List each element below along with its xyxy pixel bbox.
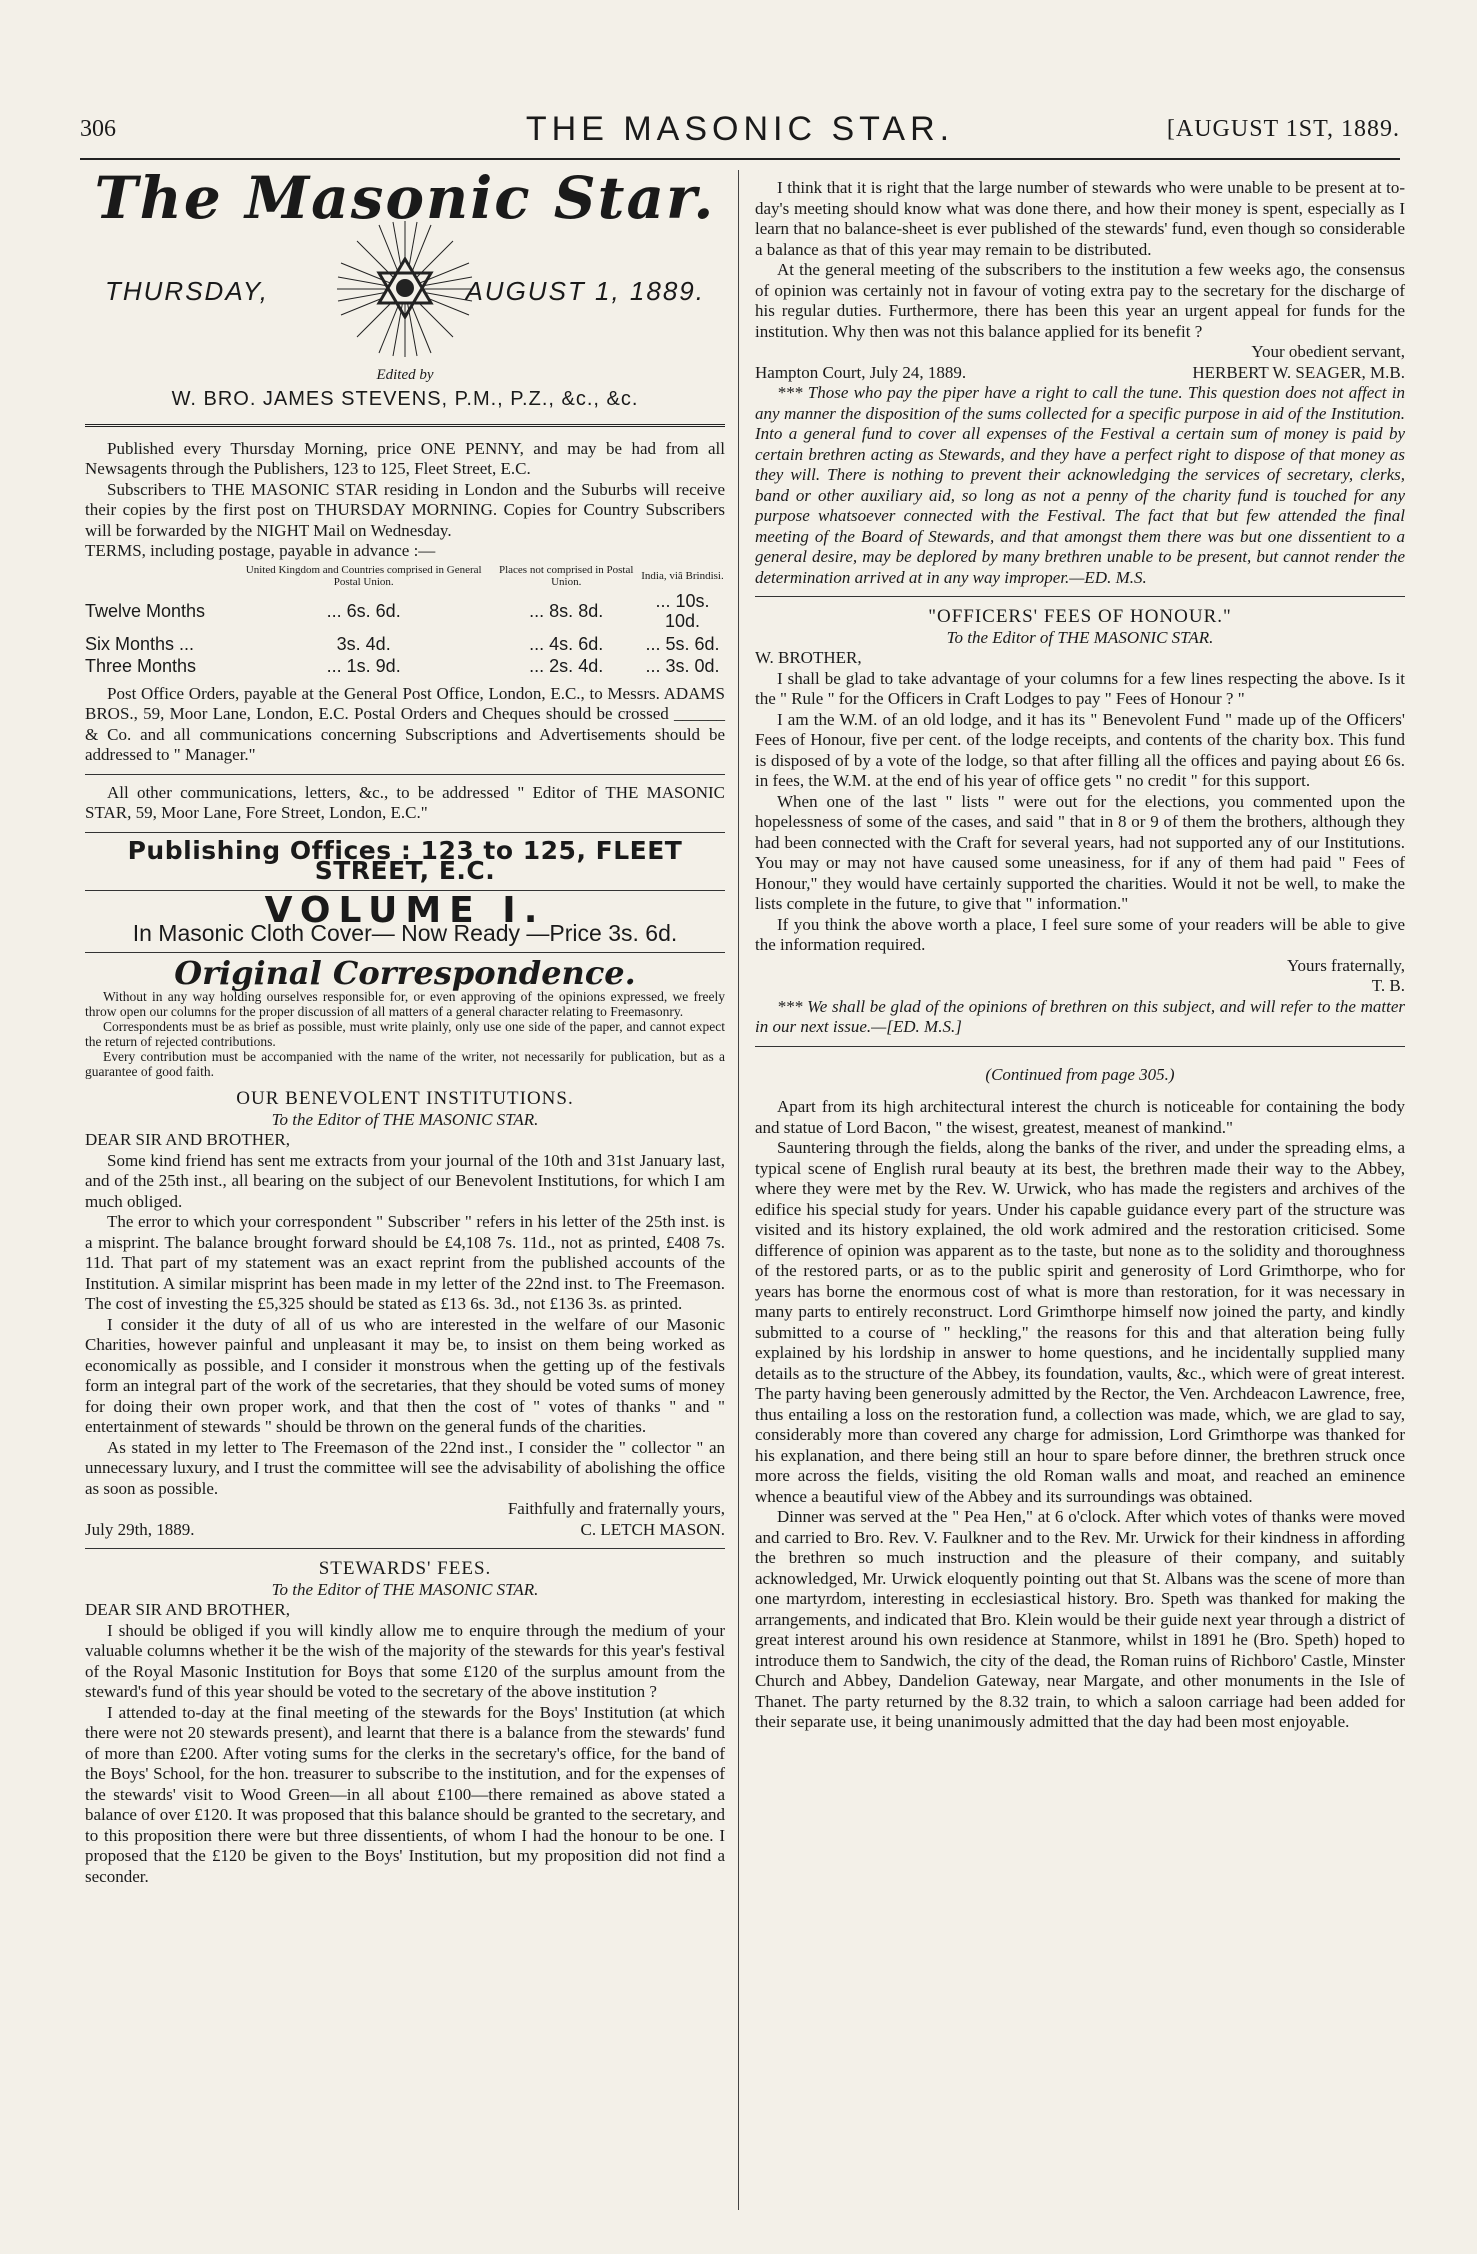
- publishing-offices: Publishing Offices : 123 to 125, FLEET STREET, E.C.: [127, 835, 683, 885]
- header-rule: [80, 158, 1400, 160]
- divider: [755, 1046, 1405, 1047]
- right-column: [755, 178, 1405, 1733]
- continued-label: (Continued from page 305.): [985, 1064, 1175, 1084]
- divider: [85, 832, 725, 833]
- editor-note: *** Those who pay the piper have a right to call the tune. This question does not affect in any manner the disposition of the sums collected for a specific purpose in aid of the Institution. Into a general fund to cover all expenses of the Festival a certain sum of money is paid by certain brethren acting as Stewards, and they have a perfect right to dispose of that money as they will. There is nothing to prevent their acknowledging the services of secretary, clerks, band or other auxiliary aid, so long as not a penny of the charity fund is touched for any purpose whatsoever connected with the Festival. The fact that but few attended the final meeting of the Board of Stewards, and that amongst them there was but one dissentient to a general desire, may be deplored by many brethren unable to be present, but cannot render the determination arrived at in any way improper.—ED. M.S.: [755, 383, 1405, 587]
- paragraph: I am the W.M. of an old lodge, and it has its " Benevolent Fund " made up of the Officers' Fees of Honour, five per cent. of the lodge receipts, and contents of the charity box. This fund is disposed of by a vote of the lodge, so that after filling all the offices and paying about £6 6s. in fees, the W.M. at the end of his year of office gets " no credit " for this support.: [755, 709, 1405, 790]
- editor-name: W. BRO. JAMES STEVENS, P.M., P.Z., &c., &c.: [171, 388, 639, 410]
- closing: Your obedient servant,: [1251, 342, 1405, 361]
- divider: [85, 1548, 725, 1549]
- post-office-info: Post Office Orders, payable at the General Post Office, London, E.C., to Messrs. ADAMS BROS., 59, Moor Lane, London, E.C. Postal Orders and Cheques should be crossed ______ & Co. and all communications concerning Subscriptions and Advertisements should be addressed to " Manager.": [85, 683, 725, 764]
- paragraph: Apart from its high architectural interest the church is noticeable for containing the body and statue of Lord Bacon, " the wisest, greatest, meanest of mankind.": [755, 1097, 1405, 1137]
- terms-header: India, viâ Brindisi.: [641, 569, 724, 582]
- paragraph: Some kind friend has sent me extracts from your journal of the 10th and 31st January last, and of the 25th inst., all bearing on the subject of our Benevolent Institutions, for which I am much obliged.: [85, 1150, 725, 1211]
- letter-place-date: Hampton Court, July 24, 1889.: [755, 362, 967, 382]
- addressee: To the Editor of THE MASONIC STAR.: [271, 1109, 539, 1129]
- signoff: [755, 363, 1405, 384]
- signature: T. B.: [1371, 976, 1405, 995]
- edited-by: Edited by: [376, 366, 434, 383]
- volume-price: In Masonic Cloth Cover— Now Ready —Price 3s. 6d.: [132, 920, 678, 946]
- masthead-rule: [85, 424, 725, 427]
- page-number: 306: [80, 116, 116, 142]
- letter-date: July 29th, 1889.: [85, 1519, 195, 1539]
- terms-intro: TERMS, including postage, payable in advance :—: [85, 541, 436, 560]
- table-row: Twelve Months ... 6s. 6d. ... 8s. 8d. ... 10s. 10d.: [85, 590, 710, 631]
- article-title: STEWARDS' FEES.: [318, 1558, 492, 1579]
- divider: [85, 774, 725, 775]
- paragraph: When one of the last " lists " were out for the elections, you commented upon the hopelessness of some of the cases, and said " that in 8 or 9 of them the brothers, although they had been connected with the Craft for several years, had not supported any of our Institutions. You may or may not have caused some uneasiness, for if any of them had paid " Fees of Honour," they would have certainly supported the charities. Would it not be well, to make the lists complete in the future, to give that " information.": [755, 791, 1405, 913]
- divider: [85, 952, 725, 953]
- closing: Yours fraternally,: [1286, 955, 1405, 975]
- paragraph: I consider it the duty of all of us who are interested in the welfare of our Masonic Charities, however painful and unpleasant it may be, to insist on them being worked as economically as possible, and I consider it monstrous when the getting up of the festivals form an integral part of the work of the secretaries, that they should be voted sums of money for doing their own proper work, and that then the cost of " votes of thanks " and " entertainment of stewards " should be thrown on the general funds of the charities.: [85, 1314, 725, 1436]
- article-title: "OFFICERS' FEES OF HONOUR.": [928, 606, 1232, 627]
- subscriber-info: Subscribers to THE MASONIC STAR residing in London and the Suburbs will receive their copies by the first post on THURSDAY MORNING. Copies for Country Subscribers will be forwarded by the NIGHT Mail on Wednesday.: [85, 479, 725, 540]
- editor-address: All other communications, letters, &c., to be addressed " Editor of THE MASONIC STAR, 59, Moor Lane, Fore Street, London, E.C.": [85, 782, 725, 822]
- terms-header: United Kingdom and Countries comprised in General Postal Union.: [245, 563, 482, 588]
- paragraph: I should be obliged if you will kindly allow me to enquire through the medium of your valuable columns whether it be the wish of the majority of the stewards for this year's festival of the Royal Masonic Institution for Boys that some £120 of the surplus amount from the steward's fund of this year should be voted to the secretary of the above institution ?: [85, 1620, 725, 1701]
- addressee: To the Editor of THE MASONIC STAR.: [946, 627, 1214, 647]
- publishing-info: Published every Thursday Morning, price ONE PENNY, and may be had from all Newsagents through the Publishers, 123 to 125, Fleet Street, E.C.: [85, 438, 725, 478]
- page-header: [80, 110, 1400, 150]
- terms-header: Places not comprised in Postal Union.: [498, 563, 634, 588]
- terms-table: [85, 564, 725, 678]
- table-row: Six Months ... 3s. 4d. ... 4s. 6d. ... 5s. 6d.: [85, 633, 720, 654]
- masthead-date: AUGUST 1, 1889.: [465, 275, 705, 306]
- signature: HERBERT W. SEAGER, M.B.: [1192, 362, 1405, 382]
- salutation: DEAR SIR AND BROTHER,: [85, 1600, 290, 1619]
- header-date: [AUGUST 1ST, 1889.: [1166, 116, 1400, 142]
- masthead-emblem-row: [85, 219, 725, 379]
- volume-heading: VOLUME I.: [264, 889, 546, 931]
- divider: [755, 596, 1405, 597]
- salutation: DEAR SIR AND BROTHER,: [85, 1130, 290, 1149]
- signature: C. LETCH MASON.: [580, 1519, 725, 1539]
- terms-header: [85, 564, 235, 590]
- section-heading: Original Correspondence.: [174, 953, 636, 992]
- article-title: OUR BENEVOLENT INSTITUTIONS.: [236, 1088, 574, 1109]
- paragraph: At the general meeting of the subscribers to the institution a few weeks ago, the consensus of opinion was certainly not in favour of voting extra pay to the secretary for the discharge of his regular duties. Furthermore, there has been this year an urgent appeal for funds for the institution. Why then was not this balance applied for its benefit ?: [755, 260, 1405, 341]
- paragraph: I shall be glad to take advantage of your columns for a few lines respecting the above. Is it the " Rule " for the Officers in Craft Lodges to pay " Fees of Honour ? ": [755, 668, 1405, 708]
- salutation: W. BROTHER,: [755, 648, 862, 667]
- closing: Faithfully and fraternally yours,: [507, 1499, 725, 1518]
- correspondence-notice: Without in any way holding ourselves responsible for, or even approving of the opinions expressed, we freely throw open our columns for the proper discussion of all matters of a general character relating to Freemasonry. Correspondents must be as brief as possible, must write plainly, only use one side of the paper, and cannot expect the return of rejected contributions. Every contribution must be accompanied with the name of the writer, not necessarily for publication, but as a guarantee of good faith.: [85, 989, 725, 1079]
- paragraph: I attended to-day at the final meeting of the stewards for the Boys' Institution (at which there were not 20 stewards present), and learnt that there is a balance from the stewards' fund of more than £200. After voting sums for the clerks in the secretary's office, for the band of the Boys' School, for the hon. treasurer to subscribe to the institution, and for the expenses of the stewards' visit to Wood Green—in all about £100—there remained as above stated a balance of over £120. It was proposed that this balance should be granted to the secretary, and to this proposition there were but three dissentients, of whom I had the honour to be one. I proposed that the £120 be given to the Boys' Institution, but my proposition did not find a seconder.: [85, 1702, 725, 1886]
- addressee: To the Editor of THE MASONIC STAR.: [271, 1579, 539, 1599]
- paragraph: As stated in my letter to The Freemason of the 22nd inst., I consider the " collector " an unnecessary luxury, and I trust the committee will see the advisability of abolishing the office as soon as possible.: [85, 1437, 725, 1498]
- masonic-star-icon: [335, 219, 475, 359]
- table-row: Three Months ... 1s. 9d. ... 2s. 4d. ... 3s. 0d.: [85, 656, 720, 676]
- paragraph: I think that it is right that the large number of stewards who were unable to be present at to-day's meeting should know what was done there, and how their money is spent, especially as I learn that no balance-sheet is ever published of the stewards' fund, even though so considerable a balance as that of this year may remain to be distributed.: [755, 178, 1405, 259]
- masthead-name: The Masonic Star.: [94, 164, 716, 232]
- signoff: [85, 1520, 725, 1541]
- column-divider: [738, 170, 739, 2210]
- masthead-day: THURSDAY,: [105, 275, 269, 306]
- editor-note: *** We shall be glad of the opinions of brethren on this subject, and will refer to the matter in our next issue.—[ED. M.S.]: [755, 996, 1405, 1036]
- left-column: [85, 164, 725, 1887]
- paragraph: If you think the above worth a place, I feel sure some of your readers will be able to give the information required.: [755, 914, 1405, 954]
- paragraph: The error to which your correspondent " Subscriber " refers in his letter of the 25th inst. is a misprint. The balance brought forward should be £4,108 7s. 11d., not as printed, £408 7s. 11d. That part of my statement was an exact reprint from the published accounts of the Institution. A similar misprint has been made in my letter of the 22nd inst. to The Freemason. The cost of investing the £5,325 should be stated as £13 6s. 3d., not £136 3s. as printed.: [85, 1212, 725, 1313]
- paragraph: Sauntering through the fields, along the banks of the river, and under the spreading elms, a typical scene of English rural beauty at its best, the brethren made their way to the Abbey, where they were met by the Rev. W. Urwick, who has made the registers and archives of the edifice his special study for years. Under his capable guidance every part of the structure was visited and its history explained, the old work admired and the restoration criticised. Some difference of opinion was apparent as to the taste, but none as to the solidity and thoroughness of the restored parts, or as to the public spirit and generosity of Lord Grimthorpe, who for years has borne the enormous cost of what is more than restoration, for it was necessary in many parts to entirely reconstruct. Lord Grimthorpe himself now joined the party, and kindly submitted to a course of " heckling," the reasons for this and that alteration being fully explained by his lordship in answer to home questions, and he incidentally supplied many details as to the structure of the Abbey, its foundation, vaults, &c., which were of great interest. The party having been generously admitted by the Rector, the Ven. Archdeacon Lawrence, free, thus entailing a loss on the restoration fund, a collection was made, which, we are glad to say, considerably more than covered any charge for admission, Lord Grimthorpe was thanked for his explanation, and there being still an hour to spare before dinner, the brethren struck once more across the fields, visiting the old Roman walls and moat, and reached an eminence whence a beautiful view of the Abbey and its surroundings was obtained.: [755, 1138, 1405, 1506]
- paragraph: Dinner was served at the " Pea Hen," at 6 o'clock. After which votes of thanks were moved and carried to Bro. Rev. V. Faulkner and to the Rev. Mr. Urwick for their kindness in affording the brethren so much instruction and the pleasure of their company, and suitably acknowledged, Mr. Urwick eloquently pointing out that St. Albans was the scene of more than one martyrdom, interesting in ecclesiastical history. Bro. Speth was thanked for making the arrangements, and indicated that Bro. Klein would be their guide next year through a district of great interest around his own residence at Stanmore, whilst in 1891 he (Bro. Speth) hoped to introduce them to Sandwich, the city of the dead, the Roman ruins of Richboro' Castle, Minster Church and Abbey, Dandelion Gateway, near Margate, and other monuments in the Isle of Thanet. The party returned by the 8.32 train, to which a saloon carriage had been added for their separate use, it being unanimously admitted that the day had been most enjoyable.: [755, 1507, 1405, 1731]
- running-title: THE MASONIC STAR.: [525, 110, 955, 148]
